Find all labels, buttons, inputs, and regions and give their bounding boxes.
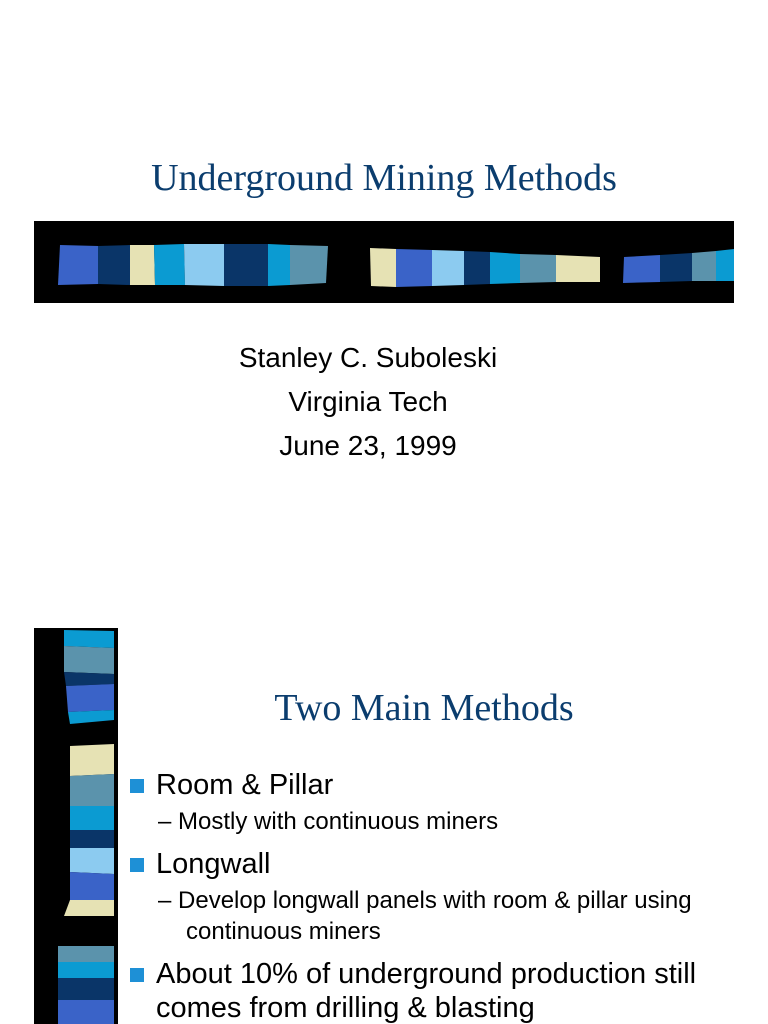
bar-block xyxy=(432,250,464,286)
bullet-text: Room & Pillar xyxy=(156,769,334,801)
bar-block xyxy=(660,253,692,282)
bar-block xyxy=(556,255,600,282)
bar-block xyxy=(130,245,155,285)
bar-block xyxy=(268,244,290,286)
bar-block xyxy=(716,249,734,281)
bar-block xyxy=(623,255,660,283)
slide-title: Two Main Methods xyxy=(274,687,574,729)
date: June 23, 1999 xyxy=(279,430,457,461)
bar-block xyxy=(154,244,185,285)
bullet-item xyxy=(128,957,748,1024)
bar-block xyxy=(58,962,114,978)
bullet-list xyxy=(128,768,748,1024)
bar-block xyxy=(64,630,114,648)
slide-title: Underground Mining Methods xyxy=(151,157,617,199)
bar-block xyxy=(184,244,224,286)
bar-block xyxy=(70,744,114,776)
bar-block xyxy=(70,774,114,806)
bar-block xyxy=(58,978,114,1000)
bar-block xyxy=(290,245,328,285)
bar-block xyxy=(370,248,396,287)
bar-block xyxy=(396,249,432,287)
bar-block xyxy=(64,900,114,916)
bar-block xyxy=(70,872,114,900)
bar-block xyxy=(98,245,130,285)
bullet-text: Longwall xyxy=(156,848,271,880)
sub-bullet-item: – Mostly with continuous miners xyxy=(158,808,499,835)
bullet-item xyxy=(128,847,748,881)
bar-block xyxy=(490,252,520,284)
bar-block xyxy=(64,672,114,686)
sub-bullet-item: – Develop longwall panels with room & pillar using continuous miners xyxy=(158,887,692,945)
bullet-text: About 10% of underground production still comes from drilling & blasting xyxy=(156,958,697,1024)
affiliation: Virginia Tech xyxy=(288,386,448,417)
bullet-square-icon xyxy=(130,968,144,982)
bar-block xyxy=(224,244,268,286)
bullet-square-icon xyxy=(130,779,144,793)
bar-block xyxy=(70,848,114,874)
decorative-color-bar xyxy=(34,221,734,303)
bar-block xyxy=(70,830,114,848)
bar-block xyxy=(58,245,98,285)
bar-block xyxy=(64,646,114,674)
bar-block xyxy=(692,251,716,281)
bullet-square-icon xyxy=(130,858,144,872)
subtitle-block xyxy=(0,336,736,468)
bullet-item xyxy=(128,768,748,802)
author-name: Stanley C. Suboleski xyxy=(238,342,498,373)
content-slide xyxy=(0,512,768,1024)
bar-block xyxy=(70,806,114,830)
bar-block xyxy=(520,254,556,283)
bar-block xyxy=(464,251,490,285)
bar-block xyxy=(58,946,114,962)
bar-block xyxy=(58,1000,114,1024)
